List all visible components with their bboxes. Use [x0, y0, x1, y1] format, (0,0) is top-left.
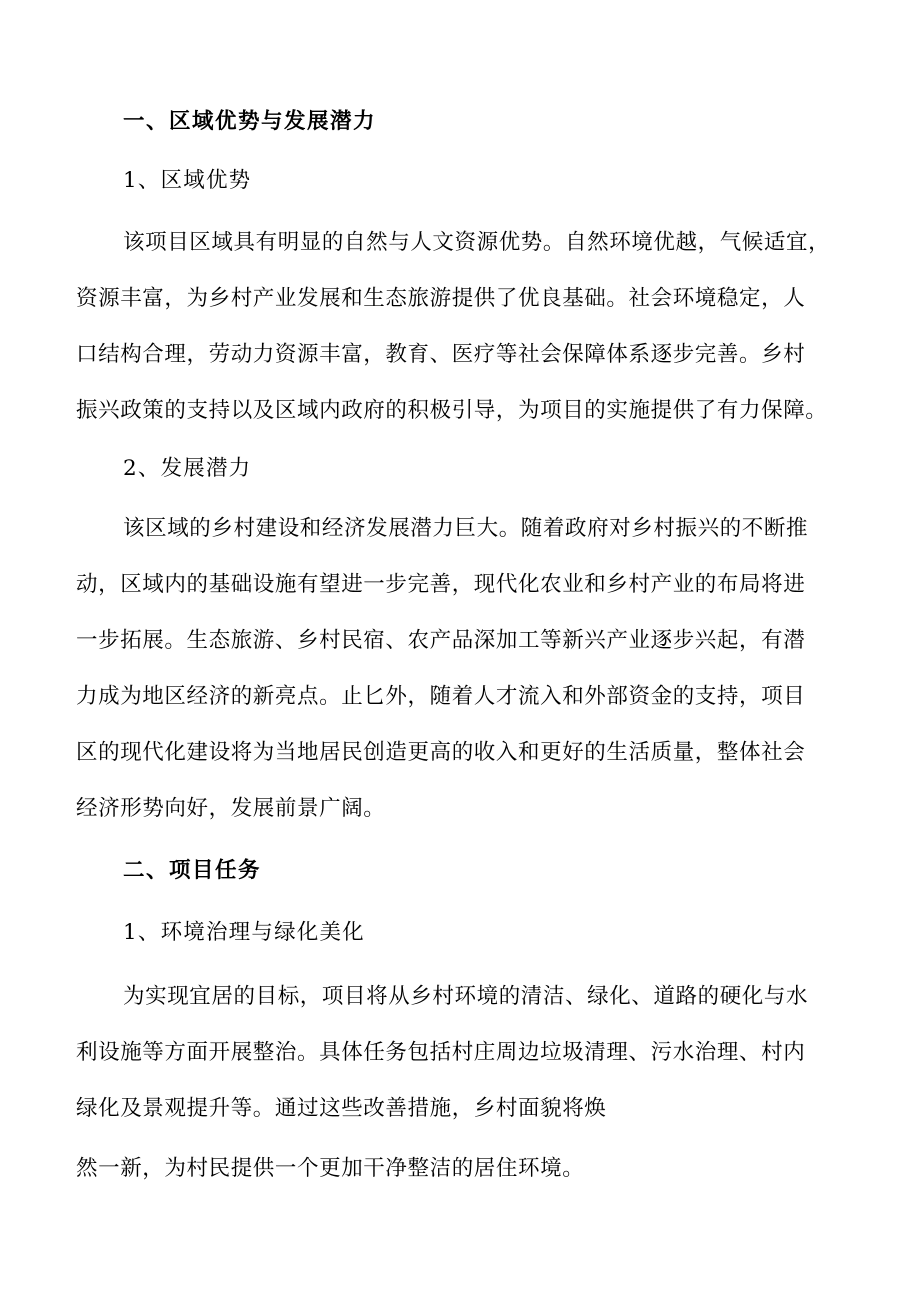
section-heading-project-tasks: 二、项目任务	[123, 858, 262, 883]
paragraph-line: 振兴政策的支持以及区域内政府的积极引导，为项目的实施提供了有力保障。	[76, 398, 828, 423]
paragraph-line: 绿化及景观提升等。通过这些改善措施，乡村面貌将焕	[76, 1096, 607, 1121]
subheading-environment-greening: 1、环境治理与绿化美化	[123, 920, 365, 945]
paragraph-line: 力成为地区经济的新亮点。止匕外，随着人才流入和外部资金的支持，项目	[76, 684, 806, 709]
paragraph-line: 口结构合理，劳动力资源丰富，教育、医疗等社会保障体系逐步完善。乡村	[76, 342, 806, 367]
subheading-development-potential: 2、发展潜力	[123, 456, 252, 481]
paragraph-line: 区的现代化建设将为当地居民创造更高的收入和更好的生活质量，整体社会	[76, 740, 806, 765]
paragraph-line: 资源丰富，为乡村产业发展和生态旅游提供了优良基础。社会环境稳定，人	[76, 286, 806, 311]
subheading-regional-advantage: 1、区域优势	[123, 168, 252, 193]
paragraph-line: 该区域的乡村建设和经济发展潜力巨大。随着政府对乡村振兴的不断推	[123, 516, 809, 541]
paragraph-line: 一步拓展。生态旅游、乡村民宿、农产品深加工等新兴产业逐步兴起，有潜	[76, 628, 806, 653]
paragraph-line: 动，区域内的基础设施有望进一步完善，现代化农业和乡村产业的布局将进	[76, 572, 806, 597]
paragraph-line: 然一新，为村民提供一个更加干净整洁的居住环境。	[76, 1156, 585, 1181]
paragraph-line: 为实现宜居的目标，项目将从乡村环境的清洁、绿化、道路的硬化与水	[123, 984, 809, 1009]
paragraph-line: 经济形势向好，发展前景广阔。	[76, 796, 386, 821]
paragraph-line: 利设施等方面开展整治。具体任务包括村庄周边垃圾清理、污水治理、村内	[76, 1040, 806, 1065]
paragraph-line: 该项目区域具有明显的自然与人文资源优势。自然环境优越，气候适宜，	[123, 230, 831, 255]
section-heading-regional-advantages: 一、区域优势与发展潜力	[123, 109, 377, 134]
